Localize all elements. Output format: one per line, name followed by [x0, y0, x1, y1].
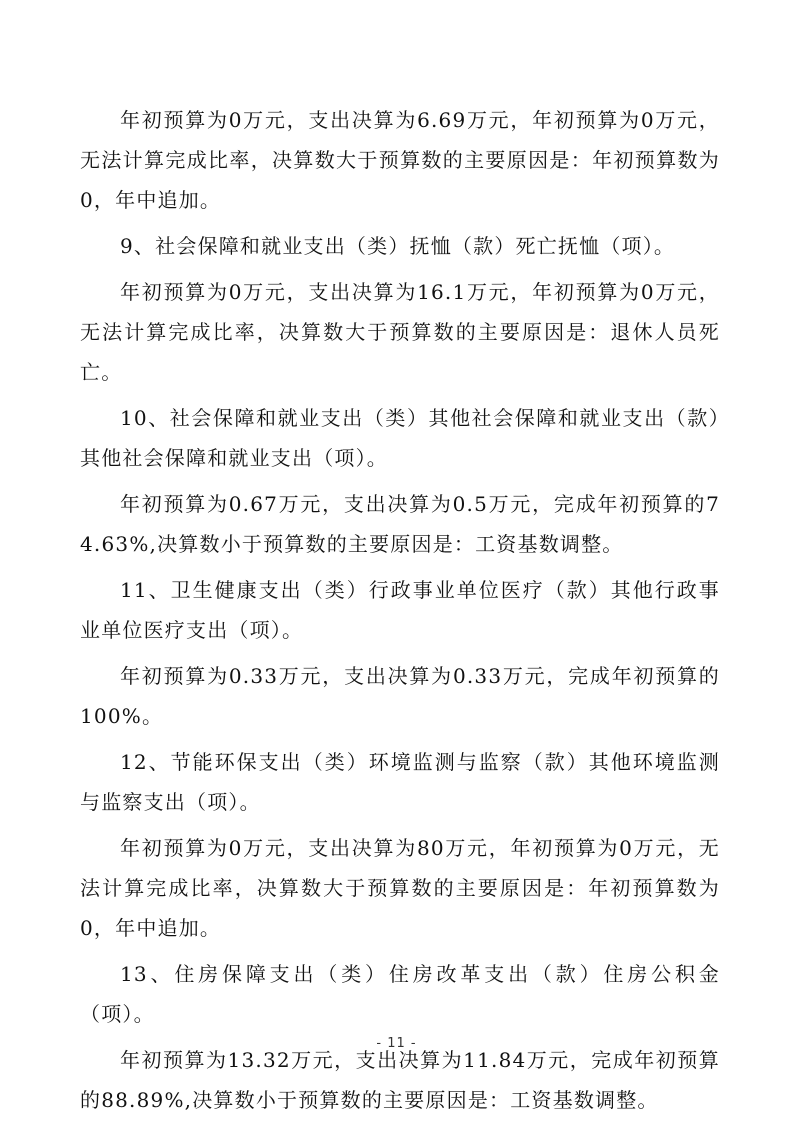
page-number: - 11 - — [376, 1036, 417, 1051]
paragraph-item-11-heading: 11、卫生健康支出（类）行政事业单位医疗（款）其他行政事业单位医疗支出（项）。 — [80, 578, 720, 642]
paragraph-item-10-heading: 10、社会保障和就业支出（类）其他社会保障和就业支出（款）其他社会保障和就业支出（项）。 — [80, 406, 720, 470]
paragraph-item-13-heading: 13、住房保障支出（类）住房改革支出（款）住房公积金（项）。 — [80, 962, 720, 1026]
paragraph-item-12-detail: 年初预算为0万元，支出决算为80万元，年初预算为0万元，无法计算完成比率，决算数大于预算数的主要原因是：年初预算数为0，年中追加。 — [80, 836, 720, 940]
paragraph-item-13-detail: 年初预算为13.32万元，支出决算为11.84万元，完成年初预算的88.89%,决算数小于预算数的主要原因是：工资基数调整。 — [80, 1048, 720, 1112]
paragraph-item-11-detail: 年初预算为0.33万元，支出决算为0.33万元，完成年初预算的100%。 — [80, 664, 720, 728]
paragraph-item-10-detail: 年初预算为0.67万元，支出决算为0.5万元，完成年初预算的74.63%,决算数小于预算数的主要原因是：工资基数调整。 — [80, 492, 720, 556]
paragraph-item-12-heading: 12、节能环保支出（类）环境监测与监察（款）其他环境监测与监察支出（项）。 — [80, 750, 720, 814]
document-body — [80, 100, 720, 1120]
paragraph-budget-item-8-detail: 年初预算为0万元，支出决算为6.69万元，年初预算为0万元，无法计算完成比率，决算数大于预算数的主要原因是：年初预算数为0，年中追加。 — [80, 108, 720, 212]
paragraph-item-9-detail: 年初预算为0万元，支出决算为16.1万元，年初预算为0万元，无法计算完成比率，决算数大于预算数的主要原因是：退休人员死亡。 — [80, 280, 720, 384]
paragraph-item-9-heading: 9、社会保障和就业支出（类）抚恤（款）死亡抚恤（项）。 — [120, 234, 676, 258]
